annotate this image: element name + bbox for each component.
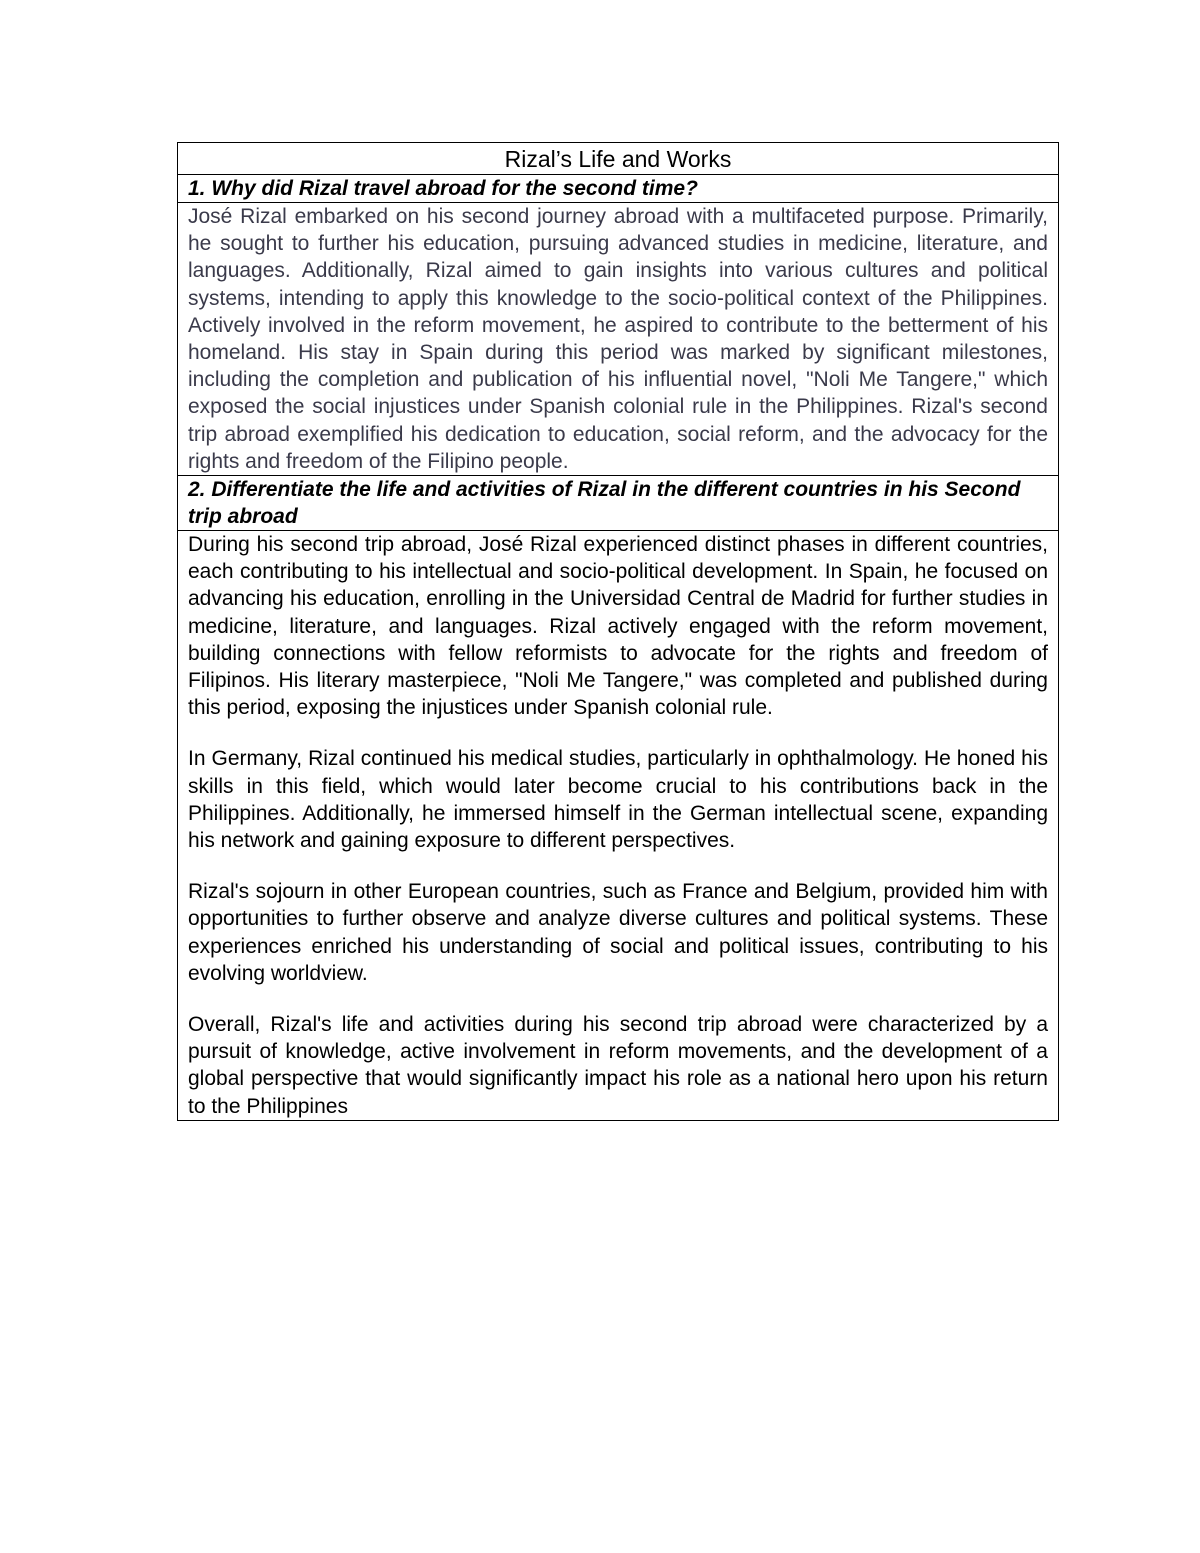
question-2: 2. Differentiate the life and activities of Rizal in the different countries in his Second trip abroad xyxy=(178,476,1059,531)
answer-paragraph: During his second trip abroad, José Rizal experienced distinct phases in different countries, each contributing to his intellectual and socio-political development. In Spain, he focused on advancing his education, enrolling in the Universidad Central de Madrid for further studies in medicine, literature, and languages. Rizal actively engaged with the reform movement, building connections with fellow reformists to advocate for the rights and freedom of Filipinos. His literary masterpiece, "Noli Me Tangere," was completed and published during this period, exposing the injustices under Spanish colonial rule. xyxy=(188,533,1048,720)
answer-2 xyxy=(178,531,1059,1121)
question-row xyxy=(178,175,1059,203)
answer-1 xyxy=(178,203,1059,476)
answer-paragraph: Rizal's sojourn in other European countries, such as France and Belgium, provided him with opportunities to further observe and analyze diverse cultures and political systems. These experiences enriched his understanding of social and political issues, contributing to his evolving worldview. xyxy=(188,880,1048,985)
qa-table xyxy=(177,142,1059,1121)
answer-row xyxy=(178,531,1059,1121)
question-row xyxy=(178,476,1059,531)
answer-paragraph: In Germany, Rizal continued his medical studies, particularly in ophthalmology. He honed his skills in this field, which would later become crucial to his contributions back in the Philippines. Additionally, he immersed himself in the German intellectual scene, expanding his network and gaining exposure to different perspectives. xyxy=(188,747,1048,853)
answer-row xyxy=(178,203,1059,476)
question-1: 1. Why did Rizal travel abroad for the second time? xyxy=(178,175,1059,203)
answer-paragraph: José Rizal embarked on his second journey abroad with a multifaceted purpose. Primarily, he sought to further his education, pursuing advanced studies in medicine, literature, and languages. Additionally, Rizal aimed to gain insights into various cultures and political systems, intending to apply this knowledge to the socio-political context of the Philippines. Actively involved in the reform movement, he aspired to contribute to the betterment of his homeland. His stay in Spain during this period was marked by significant milestones, including the completion and publication of his influential novel, "Noli Me Tangere," which exposed the social injustices under Spanish colonial rule in the Philippines. Rizal's second trip abroad exemplified his dedication to education, social reform, and the advocacy for the rights and freedom of the Filipino people. xyxy=(188,205,1048,473)
title-row xyxy=(178,143,1059,175)
answer-paragraph: Overall, Rizal's life and activities during his second trip abroad were characterized by a pursuit of knowledge, active involvement in reform movements, and the development of a global perspective that would significantly impact his role as a national hero upon his return to the Philippines xyxy=(188,1013,1048,1118)
document-title: Rizal’s Life and Works xyxy=(178,143,1059,175)
